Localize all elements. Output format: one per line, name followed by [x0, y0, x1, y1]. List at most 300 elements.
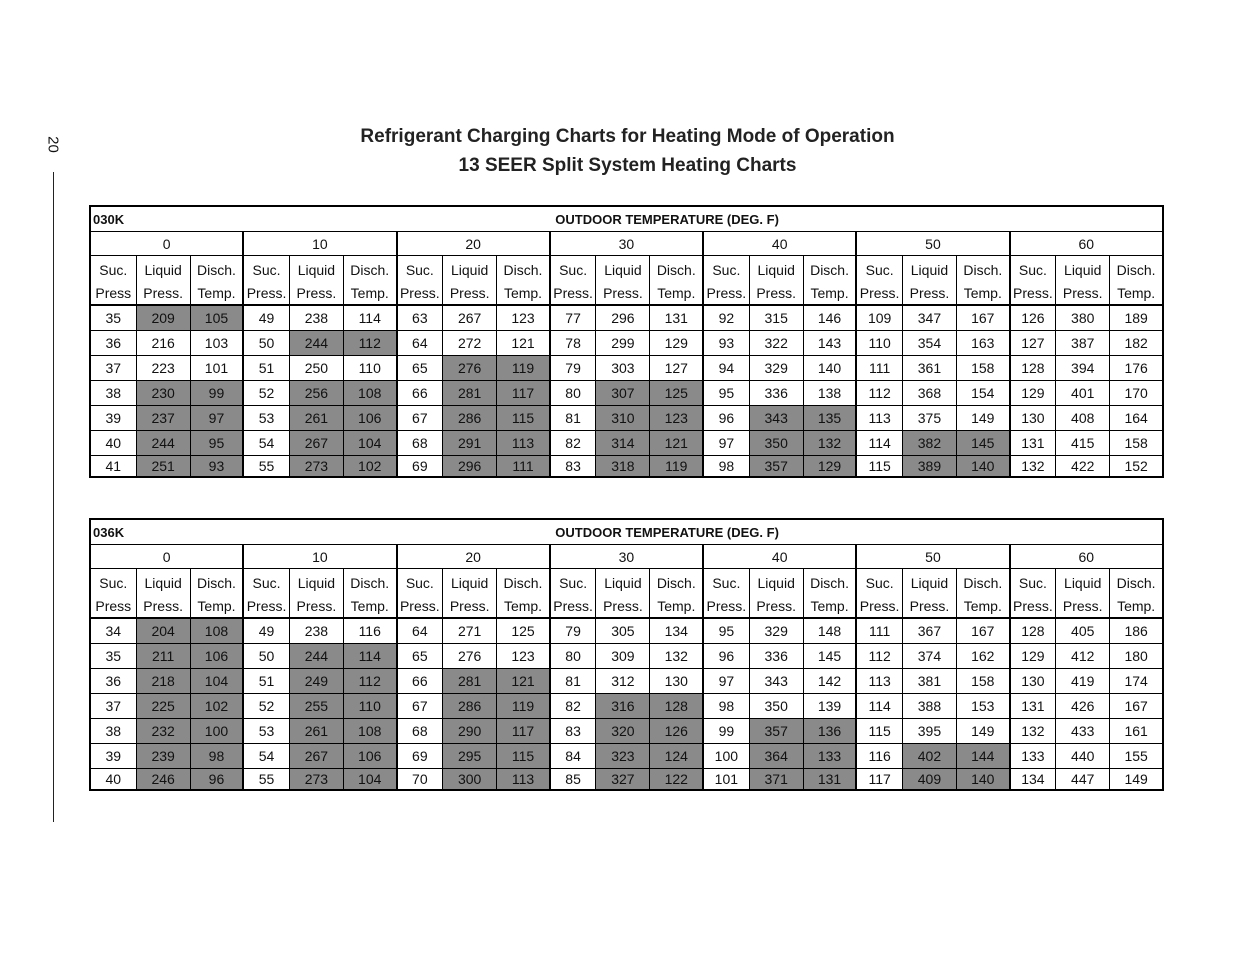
table-cell: 35	[90, 305, 136, 331]
table-cell: 244	[136, 431, 190, 456]
column-label-bottom: Press.	[136, 282, 190, 305]
table-cell: 310	[596, 406, 650, 431]
table-cell: 323	[596, 744, 650, 769]
table-cell: 117	[856, 769, 902, 791]
table-cell: 336	[749, 644, 803, 669]
table-cell: 139	[803, 694, 856, 719]
column-label-top: Disch.	[1110, 569, 1163, 596]
table-cell: 97	[190, 406, 243, 431]
table-cell: 209	[136, 305, 190, 331]
table-row	[90, 381, 1163, 406]
table-cell: 97	[703, 669, 749, 694]
table-cell: 114	[856, 694, 902, 719]
column-label-bottom: Temp.	[957, 282, 1010, 305]
table-cell: 111	[497, 456, 550, 478]
table-cell: 51	[243, 669, 289, 694]
table-cell: 140	[803, 356, 856, 381]
table-cell: 129	[1010, 644, 1056, 669]
table-row	[90, 669, 1163, 694]
table-cell: 124	[650, 744, 703, 769]
table-cell: 35	[90, 644, 136, 669]
table-cell: 51	[243, 356, 289, 381]
outdoor-temp-value: 10	[243, 545, 396, 569]
table-cell: 368	[902, 381, 956, 406]
table-cell: 50	[243, 644, 289, 669]
table-row	[90, 331, 1163, 356]
table-cell: 98	[703, 456, 749, 478]
table-cell: 307	[596, 381, 650, 406]
table-cell: 105	[190, 305, 243, 331]
column-label-bottom: Temp.	[1110, 595, 1163, 618]
table-cell: 218	[136, 669, 190, 694]
table-cell: 149	[957, 719, 1010, 744]
outdoor-temp-value: 0	[90, 545, 243, 569]
table-cell: 170	[1110, 381, 1163, 406]
table-cell: 375	[902, 406, 956, 431]
table-cell: 238	[289, 618, 343, 644]
table-cell: 99	[190, 381, 243, 406]
table-cell: 63	[397, 305, 443, 331]
table-cell: 387	[1056, 331, 1110, 356]
column-label-bottom: Temp.	[190, 282, 243, 305]
table-cell: 128	[1010, 618, 1056, 644]
outdoor-temp-value: 0	[90, 232, 243, 256]
column-label-top: Disch.	[497, 569, 550, 596]
column-label-bottom: Press.	[902, 282, 956, 305]
table-row	[90, 456, 1163, 478]
outdoor-temp-value: 50	[856, 232, 1009, 256]
column-label-top: Disch.	[1110, 256, 1163, 283]
table-cell: 133	[803, 744, 856, 769]
table-cell: 103	[190, 331, 243, 356]
table-cell: 119	[650, 456, 703, 478]
table-cell: 174	[1110, 669, 1163, 694]
table-cell: 232	[136, 719, 190, 744]
charging-table-036k	[89, 518, 1164, 791]
table-cell: 126	[1010, 305, 1056, 331]
table-cell: 81	[550, 669, 596, 694]
outdoor-temp-value: 20	[397, 232, 550, 256]
table-cell: 64	[397, 618, 443, 644]
column-label-top: Suc.	[243, 569, 289, 596]
table-cell: 53	[243, 406, 289, 431]
column-label-top: Suc.	[550, 256, 596, 283]
table-cell: 388	[902, 694, 956, 719]
table-cell: 267	[289, 431, 343, 456]
column-label-top: Liquid	[596, 569, 650, 596]
table-cell: 155	[1110, 744, 1163, 769]
table-cell: 149	[1110, 769, 1163, 791]
column-label-top: Liquid	[1056, 256, 1110, 283]
table-cell: 158	[957, 669, 1010, 694]
table-cell: 95	[190, 431, 243, 456]
table-cell: 64	[397, 331, 443, 356]
table-cell: 65	[397, 644, 443, 669]
table-cell: 84	[550, 744, 596, 769]
table-cell: 104	[343, 769, 396, 791]
column-label-top: Disch.	[650, 569, 703, 596]
table-cell: 267	[289, 744, 343, 769]
table-cell: 130	[1010, 669, 1056, 694]
column-label-top: Suc.	[1010, 569, 1056, 596]
column-label-top: Liquid	[443, 569, 497, 596]
outdoor-temp-value: 30	[550, 232, 703, 256]
table-cell: 132	[803, 431, 856, 456]
table-cell: 204	[136, 618, 190, 644]
table-cell: 364	[749, 744, 803, 769]
table-cell: 68	[397, 719, 443, 744]
table-cell: 129	[650, 331, 703, 356]
table-cell: 422	[1056, 456, 1110, 478]
table-cell: 67	[397, 694, 443, 719]
table-cell: 290	[443, 719, 497, 744]
table-cell: 158	[1110, 431, 1163, 456]
table-cell: 142	[803, 669, 856, 694]
table-cell: 211	[136, 644, 190, 669]
column-label-bottom: Press.	[397, 282, 443, 305]
table-cell: 115	[497, 406, 550, 431]
table-cell: 167	[957, 305, 1010, 331]
side-rule	[53, 172, 54, 822]
table-cell: 131	[803, 769, 856, 791]
table-cell: 100	[190, 719, 243, 744]
column-label-bottom: Press.	[856, 595, 902, 618]
table-cell: 70	[397, 769, 443, 791]
table-cell: 163	[957, 331, 1010, 356]
table-cell: 176	[1110, 356, 1163, 381]
table-cell: 347	[902, 305, 956, 331]
table-cell: 408	[1056, 406, 1110, 431]
table-cell: 447	[1056, 769, 1110, 791]
table-cell: 131	[1010, 431, 1056, 456]
table-cell: 114	[343, 305, 396, 331]
table-cell: 135	[803, 406, 856, 431]
table-cell: 69	[397, 744, 443, 769]
table-cell: 167	[1110, 694, 1163, 719]
table-cell: 367	[902, 618, 956, 644]
table-cell: 106	[190, 644, 243, 669]
table-cell: 37	[90, 356, 136, 381]
table-cell: 97	[703, 431, 749, 456]
column-label-bottom: Press.	[596, 595, 650, 618]
table-cell: 119	[497, 356, 550, 381]
table-cell: 161	[1110, 719, 1163, 744]
table-cell: 115	[497, 744, 550, 769]
table-cell: 140	[957, 456, 1010, 478]
table-row	[90, 305, 1163, 331]
column-label-bottom: Press	[90, 595, 136, 618]
table-cell: 132	[1010, 719, 1056, 744]
table-cell: 343	[749, 406, 803, 431]
outdoor-temp-value: 20	[397, 545, 550, 569]
column-label-top: Disch.	[497, 256, 550, 283]
outdoor-temp-header: OUTDOOR TEMPERATURE (DEG. F)	[243, 206, 1163, 232]
page-number: 20	[44, 136, 62, 153]
table-cell: 95	[703, 618, 749, 644]
table-cell: 299	[596, 331, 650, 356]
column-label-bottom: Temp.	[803, 282, 856, 305]
table-cell: 144	[957, 744, 1010, 769]
table-cell: 389	[902, 456, 956, 478]
table-cell: 382	[902, 431, 956, 456]
table-cell: 69	[397, 456, 443, 478]
column-label-top: Disch.	[190, 256, 243, 283]
table-cell: 39	[90, 744, 136, 769]
table-cell: 320	[596, 719, 650, 744]
charging-table-030k	[89, 205, 1164, 478]
table-cell: 238	[289, 305, 343, 331]
table-cell: 350	[749, 431, 803, 456]
table-cell: 93	[190, 456, 243, 478]
table-cell: 167	[957, 618, 1010, 644]
outdoor-temp-value: 30	[550, 545, 703, 569]
table-cell: 426	[1056, 694, 1110, 719]
table-cell: 180	[1110, 644, 1163, 669]
table-cell: 123	[497, 305, 550, 331]
column-label-top: Disch.	[803, 569, 856, 596]
table-cell: 255	[289, 694, 343, 719]
table-cell: 37	[90, 694, 136, 719]
table-cell: 134	[650, 618, 703, 644]
table-cell: 281	[443, 669, 497, 694]
table-cell: 85	[550, 769, 596, 791]
table-cell: 395	[902, 719, 956, 744]
table-cell: 101	[703, 769, 749, 791]
table-cell: 251	[136, 456, 190, 478]
table-row	[90, 618, 1163, 644]
table-cell: 291	[443, 431, 497, 456]
table-cell: 318	[596, 456, 650, 478]
table-cell: 189	[1110, 305, 1163, 331]
table-cell: 149	[957, 406, 1010, 431]
outdoor-temp-value: 10	[243, 232, 396, 256]
table-cell: 145	[803, 644, 856, 669]
outdoor-temp-value: 40	[703, 232, 856, 256]
table-cell: 111	[856, 618, 902, 644]
table-cell: 276	[443, 356, 497, 381]
table-cell: 357	[749, 719, 803, 744]
table-cell: 296	[443, 456, 497, 478]
table-cell: 182	[1110, 331, 1163, 356]
column-label-bottom: Temp.	[497, 595, 550, 618]
table-cell: 40	[90, 431, 136, 456]
table-cell: 133	[1010, 744, 1056, 769]
table-cell: 108	[190, 618, 243, 644]
table-cell: 39	[90, 406, 136, 431]
table-cell: 286	[443, 406, 497, 431]
column-label-bottom: Press.	[703, 595, 749, 618]
table-cell: 127	[1010, 331, 1056, 356]
table-cell: 272	[443, 331, 497, 356]
table-cell: 102	[343, 456, 396, 478]
table-cell: 440	[1056, 744, 1110, 769]
table-cell: 153	[957, 694, 1010, 719]
table-cell: 38	[90, 381, 136, 406]
table-cell: 246	[136, 769, 190, 791]
table-cell: 52	[243, 381, 289, 406]
column-label-bottom: Press.	[550, 595, 596, 618]
table-cell: 361	[902, 356, 956, 381]
table-cell: 101	[190, 356, 243, 381]
table-cell: 80	[550, 381, 596, 406]
column-label-bottom: Press.	[243, 595, 289, 618]
table-cell: 295	[443, 744, 497, 769]
column-label-bottom: Press.	[1056, 282, 1110, 305]
column-label-bottom: Temp.	[957, 595, 1010, 618]
table-row	[90, 769, 1163, 791]
table-cell: 131	[650, 305, 703, 331]
column-label-bottom: Temp.	[650, 595, 703, 618]
table-cell: 276	[443, 644, 497, 669]
table-cell: 67	[397, 406, 443, 431]
table-cell: 154	[957, 381, 1010, 406]
model-label: 036K	[90, 519, 243, 545]
column-label-top: Suc.	[550, 569, 596, 596]
table-cell: 286	[443, 694, 497, 719]
table-cell: 244	[289, 331, 343, 356]
outdoor-temp-value: 60	[1010, 545, 1163, 569]
table-cell: 131	[1010, 694, 1056, 719]
table-cell: 225	[136, 694, 190, 719]
column-label-top: Disch.	[957, 256, 1010, 283]
table-cell: 115	[856, 456, 902, 478]
column-label-top: Disch.	[190, 569, 243, 596]
column-label-top: Liquid	[136, 569, 190, 596]
table-cell: 54	[243, 431, 289, 456]
table-cell: 329	[749, 618, 803, 644]
table-cell: 55	[243, 456, 289, 478]
column-label-top: Disch.	[343, 256, 396, 283]
column-label-bottom: Press.	[443, 595, 497, 618]
column-label-bottom: Press.	[1056, 595, 1110, 618]
table-cell: 409	[902, 769, 956, 791]
table-row	[90, 356, 1163, 381]
table-cell: 112	[343, 669, 396, 694]
table-cell: 239	[136, 744, 190, 769]
table-cell: 140	[957, 769, 1010, 791]
table-cell: 110	[343, 356, 396, 381]
table-cell: 405	[1056, 618, 1110, 644]
table-cell: 145	[957, 431, 1010, 456]
page-title: Refrigerant Charging Charts for Heating Mode of Operation	[360, 126, 895, 147]
table-cell: 80	[550, 644, 596, 669]
table-cell: 114	[343, 644, 396, 669]
table-row	[90, 406, 1163, 431]
table-cell: 123	[650, 406, 703, 431]
table-cell: 82	[550, 431, 596, 456]
table-cell: 78	[550, 331, 596, 356]
table-cell: 314	[596, 431, 650, 456]
column-label-bottom: Press.	[397, 595, 443, 618]
table-cell: 111	[856, 356, 902, 381]
column-label-top: Suc.	[856, 569, 902, 596]
column-label-bottom: Temp.	[803, 595, 856, 618]
table-cell: 68	[397, 431, 443, 456]
table-cell: 50	[243, 331, 289, 356]
table-cell: 305	[596, 618, 650, 644]
table-cell: 121	[497, 331, 550, 356]
table-cell: 53	[243, 719, 289, 744]
table-cell: 113	[497, 769, 550, 791]
table-cell: 126	[650, 719, 703, 744]
table-cell: 130	[1010, 406, 1056, 431]
table-cell: 433	[1056, 719, 1110, 744]
column-label-top: Liquid	[289, 256, 343, 283]
outdoor-temp-value: 40	[703, 545, 856, 569]
table-cell: 109	[856, 305, 902, 331]
table-cell: 94	[703, 356, 749, 381]
model-label: 030K	[90, 206, 243, 232]
table-cell: 83	[550, 719, 596, 744]
table-cell: 66	[397, 381, 443, 406]
table-cell: 79	[550, 356, 596, 381]
table-cell: 83	[550, 456, 596, 478]
table-cell: 300	[443, 769, 497, 791]
table-row	[90, 694, 1163, 719]
column-label-bottom: Press.	[749, 595, 803, 618]
table-cell: 322	[749, 331, 803, 356]
table-cell: 128	[650, 694, 703, 719]
table-cell: 112	[343, 331, 396, 356]
column-label-top: Liquid	[136, 256, 190, 283]
table-cell: 249	[289, 669, 343, 694]
table-cell: 114	[856, 431, 902, 456]
table-cell: 136	[803, 719, 856, 744]
table-cell: 106	[343, 744, 396, 769]
table-cell: 374	[902, 644, 956, 669]
table-cell: 108	[343, 381, 396, 406]
column-label-top: Liquid	[749, 256, 803, 283]
column-label-top: Liquid	[1056, 569, 1110, 596]
table-cell: 186	[1110, 618, 1163, 644]
table-cell: 273	[289, 456, 343, 478]
table-cell: 81	[550, 406, 596, 431]
table-cell: 343	[749, 669, 803, 694]
table-cell: 65	[397, 356, 443, 381]
table-cell: 350	[749, 694, 803, 719]
table-cell: 380	[1056, 305, 1110, 331]
column-label-top: Liquid	[289, 569, 343, 596]
column-label-bottom: Press.	[550, 282, 596, 305]
column-label-bottom: Temp.	[1110, 282, 1163, 305]
table-cell: 401	[1056, 381, 1110, 406]
column-label-top: Suc.	[856, 256, 902, 283]
table-cell: 96	[703, 406, 749, 431]
column-label-bottom: Temp.	[497, 282, 550, 305]
column-label-bottom: Press.	[136, 595, 190, 618]
table-cell: 148	[803, 618, 856, 644]
table-cell: 104	[343, 431, 396, 456]
table-cell: 96	[190, 769, 243, 791]
table-cell: 132	[650, 644, 703, 669]
column-label-bottom: Press.	[856, 282, 902, 305]
column-label-bottom: Temp.	[343, 282, 396, 305]
column-label-top: Suc.	[703, 569, 749, 596]
table-cell: 134	[1010, 769, 1056, 791]
table-cell: 113	[856, 406, 902, 431]
table-cell: 49	[243, 618, 289, 644]
table-cell: 327	[596, 769, 650, 791]
table-row	[90, 744, 1163, 769]
table-cell: 130	[650, 669, 703, 694]
table-cell: 357	[749, 456, 803, 478]
column-label-top: Suc.	[397, 569, 443, 596]
table-cell: 41	[105, 458, 122, 474]
table-cell: 113	[856, 669, 902, 694]
table-cell: 115	[856, 719, 902, 744]
table-cell: 371	[749, 769, 803, 791]
table-cell: 55	[243, 769, 289, 791]
